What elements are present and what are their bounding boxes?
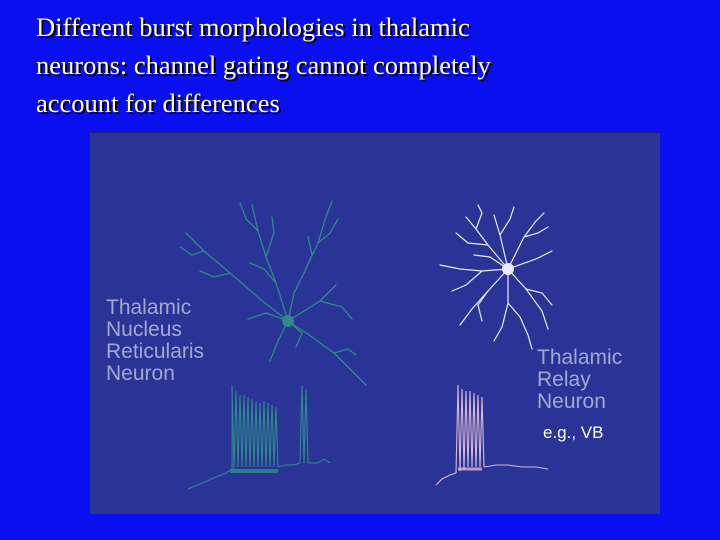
slide-title <box>36 8 676 122</box>
relay-neuron-drawing <box>440 205 552 349</box>
title-line-1: Different burst morphologies in thalamic <box>36 12 470 42</box>
reticularis-label-line-4: Neuron <box>106 362 175 385</box>
relay-example-label: e.g., VB <box>543 423 604 442</box>
reticularis-burst-trace <box>188 385 330 489</box>
relay-label-line-2: Relay <box>537 368 591 391</box>
relay-burst-trace <box>436 385 548 485</box>
relay-neuron-label <box>537 347 622 413</box>
reticularis-neuron-label <box>106 297 204 385</box>
figure-panel <box>90 131 660 514</box>
reticularis-label-line-1: Thalamic <box>106 296 192 319</box>
relay-label-line-3: Neuron <box>537 390 606 413</box>
reticularis-label-line-3: Reticularis <box>106 340 205 363</box>
reticularis-neuron-drawing <box>180 201 366 385</box>
reticularis-label-line-2: Nucleus <box>106 318 182 341</box>
title-line-3: account for differences <box>36 88 280 118</box>
title-line-2: neurons: channel gating cannot completely <box>36 50 491 80</box>
relay-label-line-1: Thalamic <box>537 346 623 369</box>
